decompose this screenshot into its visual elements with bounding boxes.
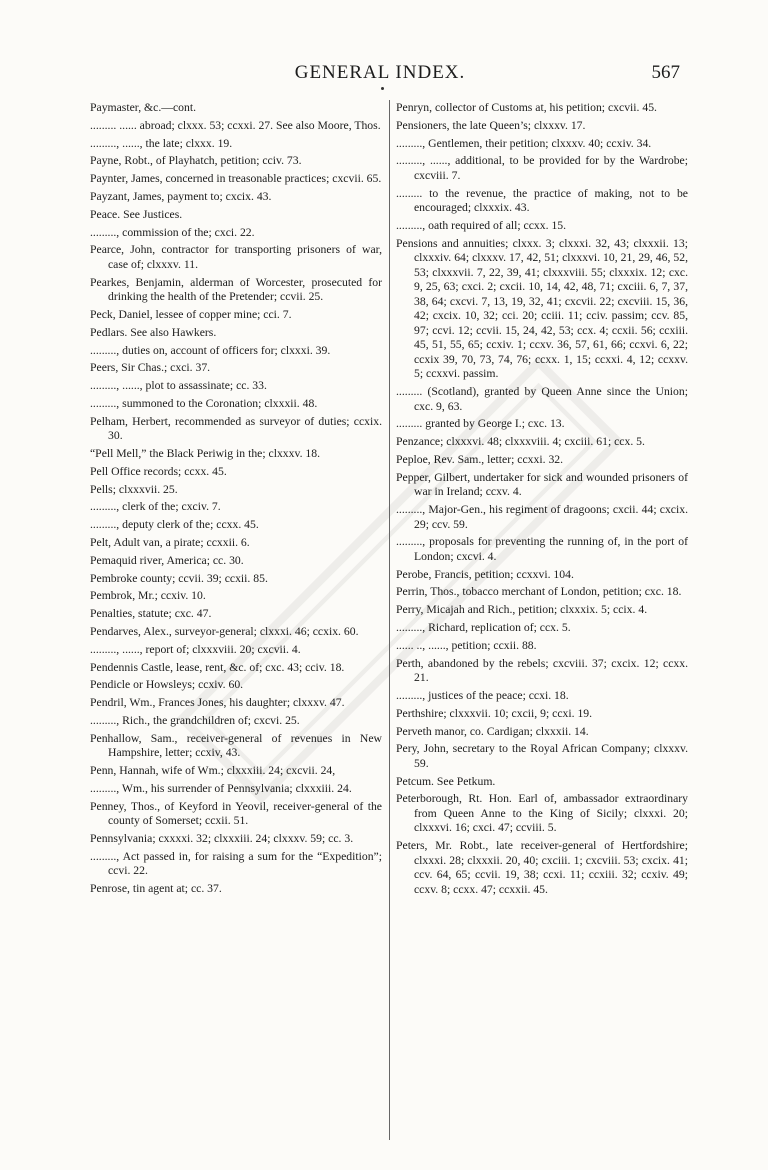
- index-entry: Pelt, Adult van, a pirate; ccxxii. 6.: [90, 536, 250, 550]
- index-entry: Perthshire; clxxxvii. 10; cxcii, 9; ccxi. 19.: [396, 706, 593, 720]
- index-entry: ........., Rich., the grandchildren of; cxcvi. 25.: [90, 714, 300, 727]
- index-entry: Pelham, Herbert, recommended as surveyor of duties; ccxix. 30.: [90, 414, 382, 443]
- index-entry: ........., summoned to the Coronation; clxxxii. 48.: [90, 396, 318, 410]
- index-entry: ........., ......, the late; clxxx. 19.: [90, 136, 233, 150]
- index-entry: Paynter, James, concerned in treasonable practices; cxcvii. 65.: [90, 172, 382, 186]
- index-entry: ........., Act passed in, for raising a sum for the “Expedition”; ccvi. 22.: [90, 849, 382, 878]
- index-entry: Pensioners, the late Queen’s; clxxxv. 17.: [396, 118, 586, 132]
- index-entry: ......... (Scotland), granted by Queen Anne since the Union; cxc. 9, 63.: [396, 385, 688, 413]
- index-entry: Peters, Mr. Robt., late receiver-general of Hertfordshire; clxxxi. 28; clxxxii. 20, 40; cxciii. 1; cxcviii. 53; cxcix. 41; ccv. 64, 65; ccvii. 19, 38; ccxi. 11; ccxiii. 32; ccxiv. 49; ccxv. 8; ccxx. 47; ccxxii. 45.: [396, 839, 688, 896]
- index-entry: Paymaster, &c.—cont.: [90, 101, 196, 114]
- right-column: [396, 101, 688, 901]
- index-entry: Perobe, Francis, petition; ccxxvi. 104.: [396, 567, 574, 581]
- index-entry: Pendarves, Alex., surveyor-general; clxxxi. 46; ccxix. 60.: [90, 625, 359, 639]
- index-entry: Penney, Thos., of Keyford in Yeovil, receiver-general of the county of Somerset; ccxii. 51.: [90, 799, 382, 828]
- index-entry: ........., justices of the peace; ccxi. 18.: [396, 688, 569, 702]
- index-entry: Peace. See Justices.: [90, 207, 183, 221]
- left-column: [90, 101, 382, 900]
- index-entry: ........., Richard, replication of; ccx. 5.: [396, 621, 571, 635]
- page-header: [80, 62, 680, 90]
- index-entry: ........., Wm., his surrender of Pennsylvania; clxxxiii. 24.: [90, 781, 352, 795]
- page-title: GENERAL INDEX.: [294, 62, 466, 83]
- index-entry: Pery, John, secretary to the Royal African Company; clxxxv. 59.: [396, 742, 688, 770]
- index-entry: Peploe, Rev. Sam., letter; ccxxi. 32.: [396, 452, 564, 466]
- index-entry: Pedlars. See also Hawkers.: [90, 325, 217, 339]
- index-entry: Pepper, Gilbert, undertaker for sick and wounded prisoners of war in Ireland; ccxv. 4.: [396, 470, 688, 499]
- index-entry: Penrose, tin agent at; cc. 37.: [90, 882, 222, 896]
- index-entry: Perrin, Thos., tobacco merchant of London, petition; cxc. 18.: [396, 585, 682, 599]
- index-entry: ........., duties on, account of officers for; clxxxi. 39.: [90, 343, 331, 357]
- index-entry: Pennsylvania; cxxxxi. 32; clxxxiii. 24; clxxxv. 59; cc. 3.: [90, 831, 354, 845]
- index-entry: ......... granted by George I.; cxc. 13.: [396, 417, 565, 431]
- ornament-dot: [381, 87, 384, 90]
- index-entry: ......... ...... abroad; clxxx. 53; ccxxi. 27. See also Moore, Thos.: [90, 118, 381, 132]
- index-entry: ........., ......, report of; clxxxviii. 20; cxcvii. 4.: [90, 642, 301, 656]
- index-entry: Pendicle or Howsleys; ccxiv. 60.: [90, 678, 244, 692]
- index-entry: Penryn, collector of Customs at, his petition; cxcvii. 45.: [396, 101, 657, 114]
- page-number: 567: [651, 62, 680, 83]
- index-entry: Pemaquid river, America; cc. 30.: [90, 553, 244, 567]
- index-entry: Pembroke county; ccvii. 39; ccxii. 85.: [90, 571, 268, 585]
- index-entry: Pendril, Wm., Frances Jones, his daughter; clxxxv. 47.: [90, 696, 345, 710]
- index-entry: Pearce, John, contractor for transporting prisoners of war, case of; clxxxv. 11.: [90, 243, 382, 271]
- index-entry: ........., clerk of the; cxciv. 7.: [90, 500, 221, 514]
- index-entry: Penzance; clxxxvi. 48; clxxxviii. 4; cxciii. 61; ccx. 5.: [396, 435, 645, 449]
- index-entry: Pells; clxxxvii. 25.: [90, 482, 178, 496]
- index-entry: Perry, Micajah and Rich., petition; clxxxix. 5; ccix. 4.: [396, 603, 648, 617]
- index-entry: ......... to the revenue, the practice of making, not to be encouraged; clxxxix. 43.: [396, 186, 688, 215]
- index-entry: Pearkes, Benjamin, alderman of Worcester, prosecuted for drinking the health of the Pretender; ccvii. 25.: [90, 275, 382, 304]
- index-entry: ........., deputy clerk of the; ccxx. 45.: [90, 518, 259, 532]
- index-entry: Pensions and annuities; clxxx. 3; clxxxi. 32, 43; clxxxii. 13; clxxxiv. 64; clxxxv. 17, 42, 51; clxxxvi. 10, 21, 29, 46, 52, 53; clxxxvii. 7, 22, 39, 41; clxxxviii. 55; clxxxix. 12; cxc. 9, 25, 63; cxci. 2; cxcii. 10, 14, 42, 48, 71; cxciii. 6, 7, 37, 38, 64; cxcvi. 7, 13, 19, 32, 41; cxcvii. 22; cxcviii. 15, 36, 42; cxcix. 10, 32; cci. 20; cciii. 11; cciv. passim; ccv. 85, 97; ccvi. 12; ccvii. 15, 24, 42, 53; ccx. 4; ccxii. 56; ccxiii. 45, 51, 55, 65; ccxiv. 1; ccxv. 36, 57, 61, 66; ccxvi. 6, 22; ccxix 39, 70, 73, 74, 76; ccxx. 1, 15; ccxxi. 4, 12; ccxxv. 5; ccxxvi. passim.: [396, 236, 688, 381]
- index-entry: Pell Office records; ccxx. 45.: [90, 464, 227, 478]
- index-entry: Perth, abandoned by the rebels; cxcviii. 37; cxcix. 12; ccxx. 21.: [396, 656, 688, 685]
- index-entry: ........., proposals for preventing the running of, in the port of London; cxcvi. 4.: [396, 535, 688, 563]
- index-entry: “Pell Mell,” the Black Periwig in the; clxxxv. 18.: [90, 447, 321, 461]
- index-entry: Peers, Sir Chas.; cxci. 37.: [90, 361, 211, 375]
- index-entry: ........., commission of the; cxci. 22.: [90, 225, 255, 239]
- index-entry: ........., ......, plot to assassinate; cc. 33.: [90, 379, 267, 393]
- index-entry: ...... .., ......, petition; ccxii. 88.: [396, 638, 537, 652]
- index-entry: Payzant, James, payment to; cxcix. 43.: [90, 189, 272, 203]
- index-entry: Peck, Daniel, lessee of copper mine; cci. 7.: [90, 307, 292, 321]
- index-entry: Penhallow, Sam., receiver-general of revenues in New Hampshire, letter; ccxiv, 43.: [90, 731, 382, 760]
- index-entry: Petcum. See Petkum.: [396, 774, 496, 788]
- column-divider: [389, 100, 390, 1140]
- index-entry: Perveth manor, co. Cardigan; clxxxii. 14.: [396, 724, 589, 738]
- index-entry: Penalties, statute; cxc. 47.: [90, 607, 212, 621]
- index-entry: ........., Gentlemen, their petition; clxxxv. 40; ccxiv. 34.: [396, 136, 652, 150]
- index-entry: Pembrok, Mr.; ccxiv. 10.: [90, 589, 206, 603]
- index-entry: Penn, Hannah, wife of Wm.; clxxxiii. 24; cxcvii. 24,: [90, 764, 336, 778]
- index-entry: ........., ......, additional, to be provided for by the Wardrobe; cxcviii. 7.: [396, 154, 688, 182]
- index-entry: Payne, Robt., of Playhatch, petition; cciv. 73.: [90, 154, 302, 168]
- index-entry: ........., Major-Gen., his regiment of dragoons; cxcii. 44; cxcix. 29; ccv. 59.: [396, 503, 688, 531]
- index-entry: ........., oath required of all; ccxx. 15.: [396, 218, 567, 232]
- index-entry: Peterborough, Rt. Hon. Earl of, ambassador extraordinary from Queen Anne to the King of Sicily; clxxxi. 20; clxxxvi. 16; cxci. 47; ccviii. 5.: [396, 792, 688, 835]
- index-entry: Pendennis Castle, lease, rent, &c. of; cxc. 43; cciv. 18.: [90, 660, 345, 674]
